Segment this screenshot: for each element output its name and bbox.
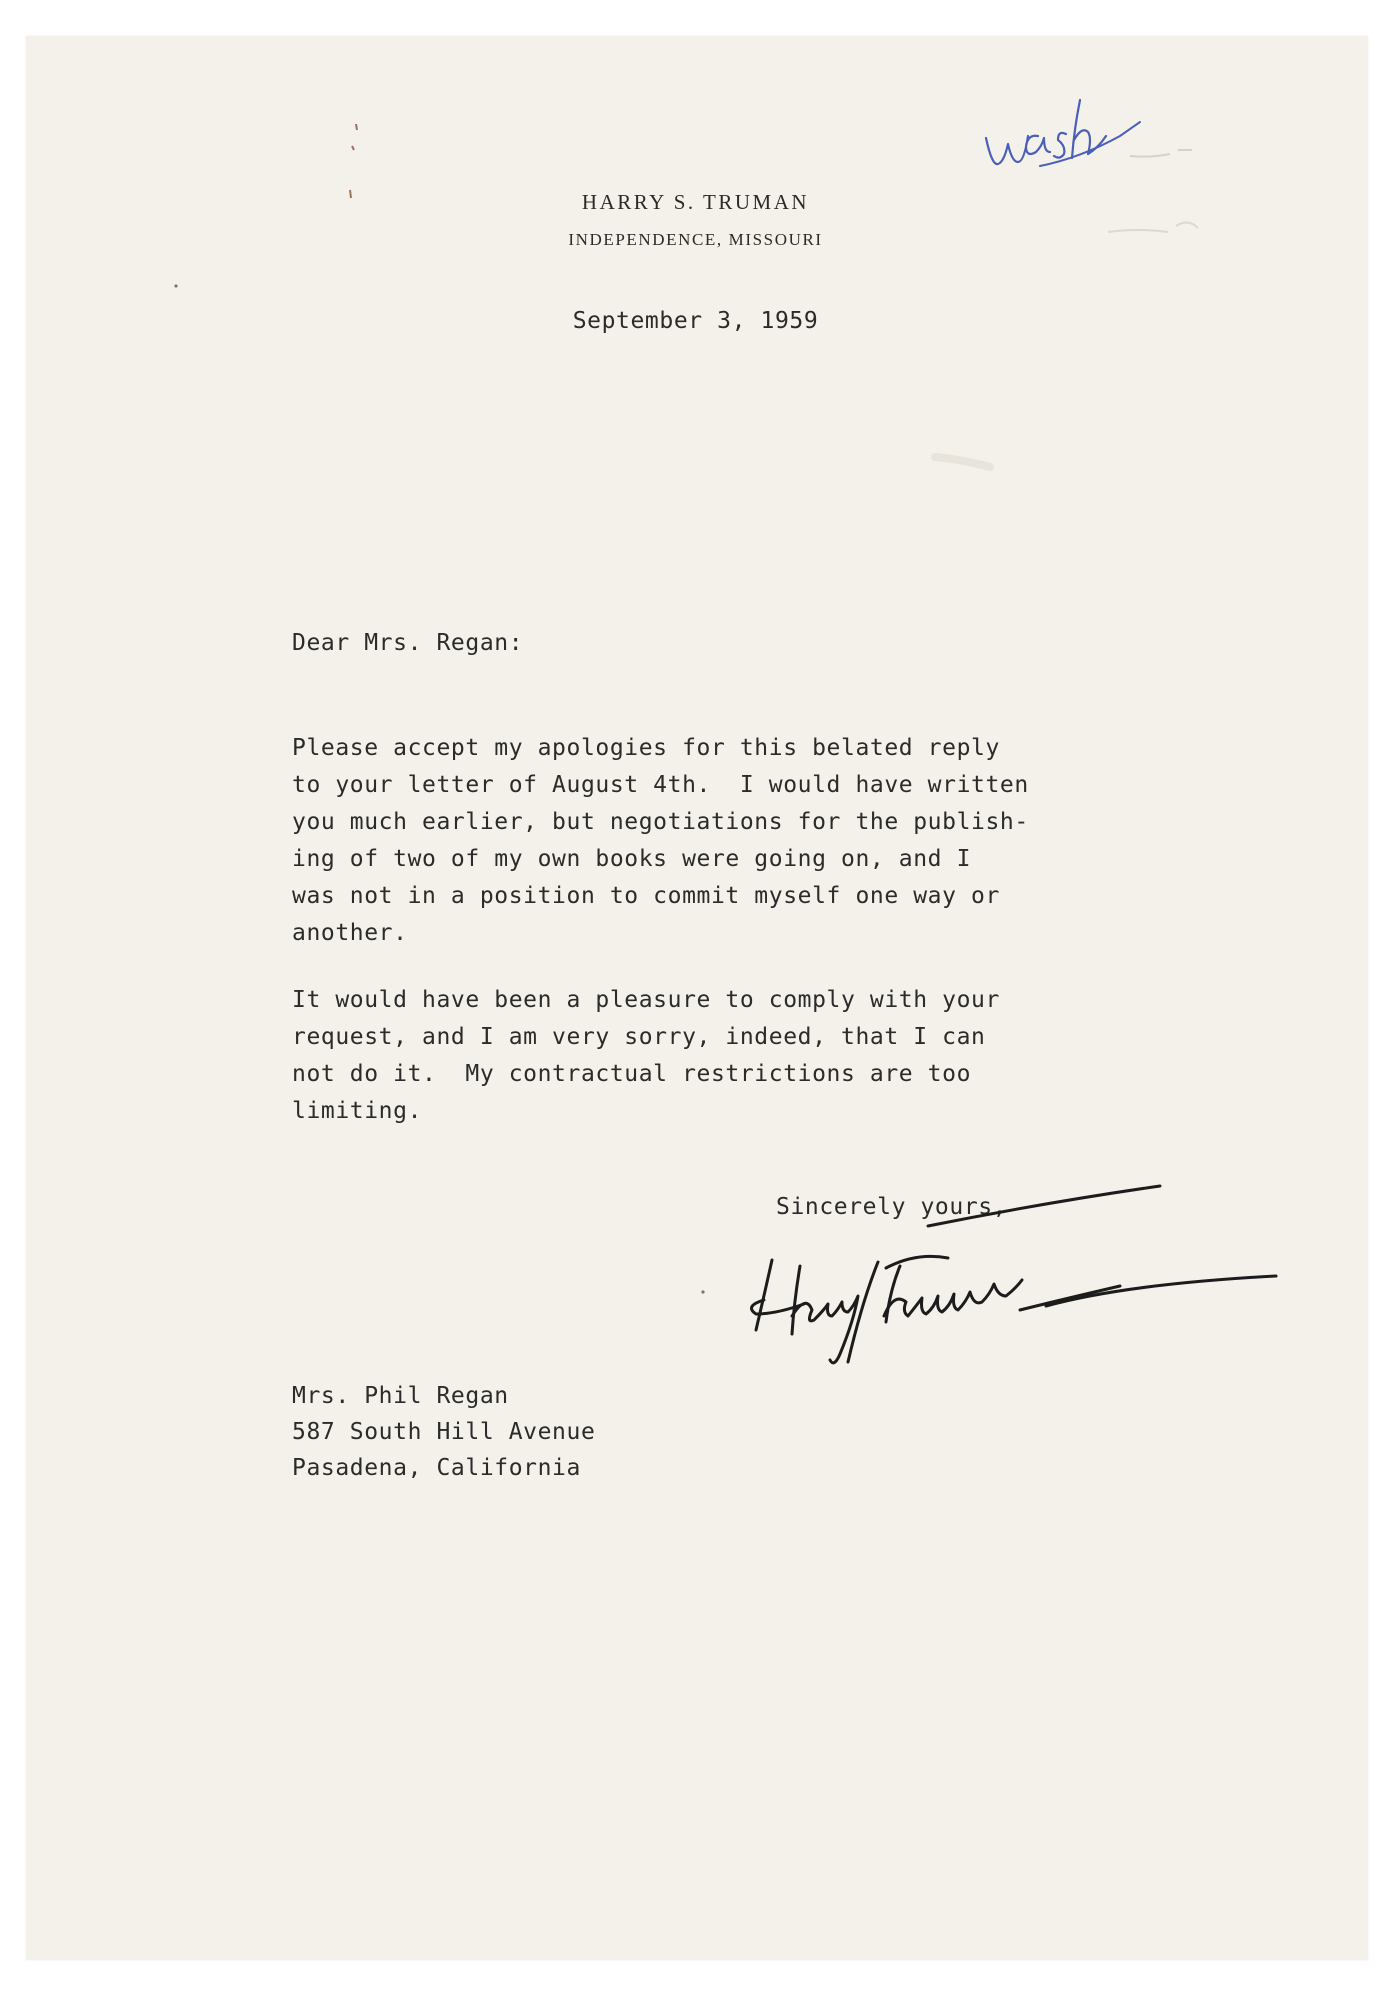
- address-line: Mrs. Phil Regan: [292, 1383, 509, 1409]
- paragraph-2-line: request, and I am very sorry, indeed, that I can: [292, 1024, 986, 1050]
- letterhead-name: HARRY S. TRUMAN: [581, 190, 810, 214]
- handwritten-note-wash: [980, 96, 1160, 176]
- paragraph-1-line: ing of two of my own books were going on, and I: [292, 846, 972, 872]
- paragraph-1: [292, 730, 1112, 952]
- letter-date: September 3, 1959: [572, 308, 819, 334]
- paragraph-1-line: another.: [292, 920, 408, 946]
- address-line: Pasadena, California: [292, 1455, 581, 1481]
- paragraph-1-line: Please accept my apologies for this belated reply: [292, 735, 1000, 761]
- closing: Sincerely yours,: [776, 1194, 1008, 1220]
- salutation: Dear Mrs. Regan:: [292, 630, 524, 656]
- recipient-address: [292, 1378, 595, 1486]
- address-line: 587 South Hill Avenue: [292, 1419, 596, 1445]
- paragraph-2-line: It would have been a pleasure to comply with your: [292, 987, 1000, 1013]
- paragraph-1-line: to your letter of August 4th. I would have written: [292, 772, 1029, 798]
- paragraph-1-line: was not in a position to commit myself one way or: [292, 883, 1000, 909]
- letterhead-place: INDEPENDENCE, MISSOURI: [568, 230, 823, 249]
- paragraph-2-line: limiting.: [292, 1098, 423, 1124]
- paragraph-2: [292, 982, 1112, 1130]
- paragraph-2-line: not do it. My contractual restrictions are too: [292, 1061, 972, 1087]
- paragraph-1-line: you much earlier, but negotiations for the publish-: [292, 809, 1029, 835]
